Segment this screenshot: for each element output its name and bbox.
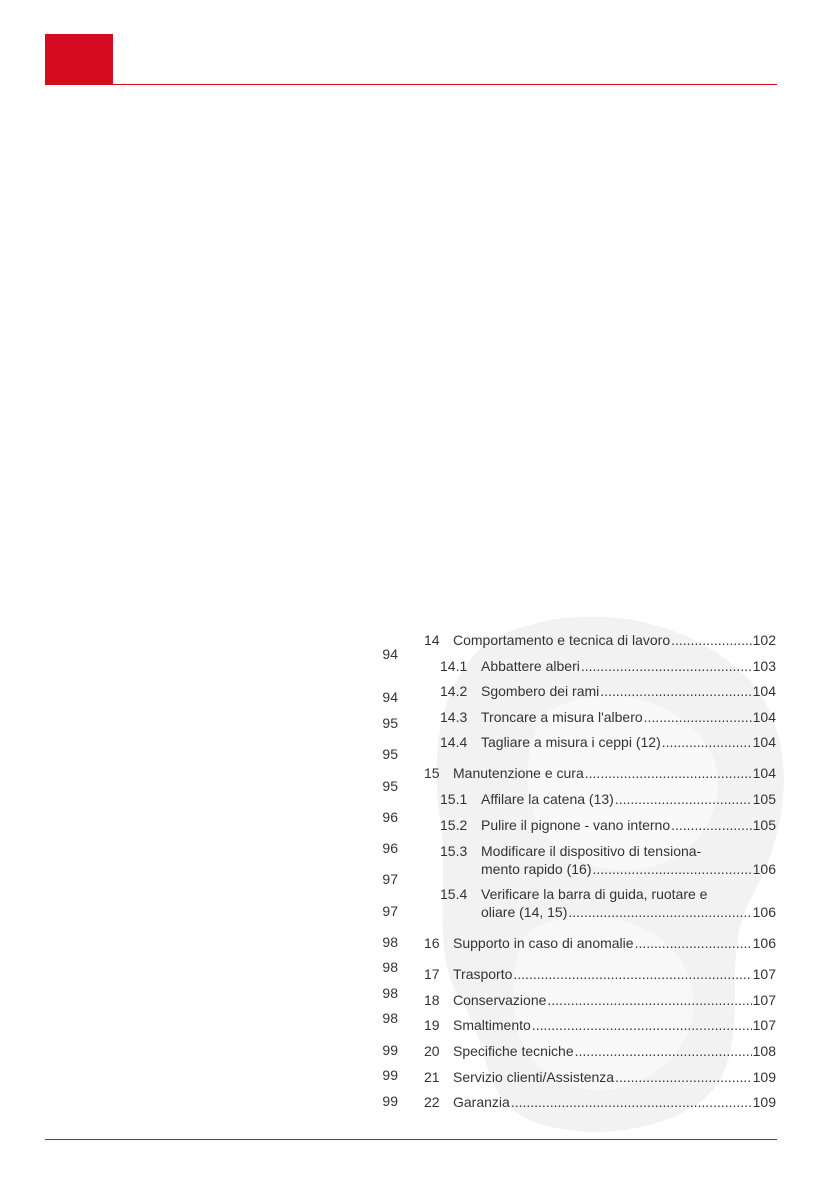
toc-dot-leader	[644, 709, 752, 725]
toc-entry-number: 16	[424, 935, 440, 951]
left-page-number: 99	[382, 1042, 398, 1058]
toc-dot-leader	[585, 765, 752, 781]
toc-entry[interactable]	[440, 861, 776, 877]
toc-dot-leader	[581, 658, 752, 674]
table-of-contents	[424, 0, 776, 1191]
toc-entry-title: Tagliare a misura i ceppi (12)	[481, 734, 661, 750]
toc-entry-page: 109	[752, 1094, 776, 1110]
toc-entry-number: 14.4	[440, 734, 468, 750]
toc-entry-page: 105	[752, 791, 776, 807]
toc-entry-title: Smaltimento	[453, 1017, 531, 1033]
toc-entry-title: Troncare a misura l'albero	[481, 709, 643, 725]
toc-entry[interactable]	[424, 765, 776, 781]
toc-entry-number: 14.1	[440, 658, 468, 674]
left-page-number: 96	[382, 809, 398, 825]
toc-entry[interactable]	[440, 683, 776, 699]
toc-entry[interactable]	[424, 632, 776, 648]
toc-dot-leader	[615, 1069, 752, 1085]
toc-entry-page: 104	[752, 709, 776, 725]
toc-entry-number: 21	[424, 1069, 440, 1085]
toc-entry[interactable]	[424, 966, 776, 982]
toc-dot-leader	[568, 904, 751, 920]
toc-entry-number: 14	[424, 632, 440, 648]
toc-entry-page: 106	[752, 935, 776, 951]
left-page-number: 99	[382, 1067, 398, 1083]
toc-entry-title: Trasporto	[453, 966, 513, 982]
left-page-number: 97	[382, 871, 398, 887]
left-page-number: 95	[382, 746, 398, 762]
chapter-tab-marker	[45, 34, 113, 85]
toc-entry-title: Supporto in caso di anomalie	[453, 935, 634, 951]
toc-entry-title: Abbattere alberi	[481, 658, 580, 674]
left-page-number: 95	[382, 715, 398, 731]
toc-entry[interactable]	[424, 1017, 776, 1033]
toc-entry-page: 103	[752, 658, 776, 674]
toc-entry[interactable]	[424, 992, 776, 1008]
toc-entry[interactable]	[424, 1094, 776, 1110]
toc-entry-title: mento rapido (16)	[481, 861, 592, 877]
toc-entry-number: 15.2	[440, 817, 468, 833]
toc-entry-number: 22	[424, 1094, 440, 1110]
toc-entry-number: 20	[424, 1043, 440, 1059]
toc-entry-number: 15	[424, 765, 440, 781]
left-page-number: 99	[382, 1093, 398, 1109]
toc-entry-title-line1: Modificare il dispositivo di tensiona-	[481, 843, 702, 859]
footer-rule	[45, 1139, 777, 1140]
toc-entry[interactable]	[440, 709, 776, 725]
left-page-number: 94	[382, 646, 398, 662]
toc-entry-number: 15.1	[440, 791, 468, 807]
toc-entry-title: Affilare la catena (13)	[481, 791, 614, 807]
left-page-number: 98	[382, 1010, 398, 1026]
toc-entry-line1[interactable]	[440, 843, 776, 859]
toc-entry[interactable]	[424, 1069, 776, 1085]
toc-dot-leader	[547, 992, 751, 1008]
toc-dot-leader	[615, 791, 752, 807]
toc-entry-page: 106	[752, 904, 776, 920]
toc-entry-title: oliare (14, 15)	[481, 904, 568, 920]
toc-entry-number: 18	[424, 992, 440, 1008]
toc-dot-leader	[635, 935, 752, 951]
left-page-number: 98	[382, 985, 398, 1001]
toc-entry-page: 104	[752, 765, 776, 781]
toc-entry-page: 102	[752, 632, 776, 648]
toc-dot-leader	[511, 1094, 752, 1110]
toc-entry-title: Manutenzione e cura	[453, 765, 584, 781]
toc-dot-leader	[671, 632, 752, 648]
toc-dot-leader	[575, 1043, 752, 1059]
toc-entry[interactable]	[424, 935, 776, 951]
toc-entry-page: 109	[752, 1069, 776, 1085]
toc-entry-number: 14.3	[440, 709, 468, 725]
toc-dot-leader	[600, 683, 751, 699]
left-page-number: 95	[382, 778, 398, 794]
toc-entry[interactable]	[440, 658, 776, 674]
toc-entry-page: 107	[752, 1017, 776, 1033]
left-column-page-numbers	[330, 0, 398, 1191]
toc-entry-title: Comportamento e tecnica di lavoro	[453, 632, 671, 648]
toc-entry-number: 19	[424, 1017, 440, 1033]
toc-entry[interactable]	[440, 904, 776, 920]
toc-dot-leader	[593, 861, 752, 877]
toc-entry-number: 15.4	[440, 886, 468, 902]
toc-entry-number: 17	[424, 966, 440, 982]
toc-entry-page: 107	[752, 992, 776, 1008]
toc-entry-title: Sgombero dei rami	[481, 683, 600, 699]
toc-entry[interactable]	[440, 817, 776, 833]
toc-entry-page: 108	[752, 1043, 776, 1059]
toc-entry-line1[interactable]	[440, 886, 776, 902]
toc-entry-title: Conservazione	[453, 992, 547, 1008]
toc-entry-title: Pulire il pignone - vano interno	[481, 817, 671, 833]
toc-entry-title: Servizio clienti/Assistenza	[453, 1069, 615, 1085]
toc-dot-leader	[671, 817, 752, 833]
left-page-number: 94	[382, 689, 398, 705]
toc-entry-number: 15.3	[440, 843, 468, 859]
left-page-number: 98	[382, 934, 398, 950]
toc-entry-page: 107	[752, 966, 776, 982]
toc-entry[interactable]	[424, 1043, 776, 1059]
toc-entry-page: 104	[752, 734, 776, 750]
toc-entry-title: Specifiche tecniche	[453, 1043, 574, 1059]
toc-dot-leader	[532, 1017, 752, 1033]
toc-dot-leader	[662, 734, 752, 750]
toc-entry-title-line1: Verificare la barra di guida, ruotare e	[481, 886, 708, 902]
left-page-number: 96	[382, 840, 398, 856]
toc-entry[interactable]	[440, 791, 776, 807]
toc-entry[interactable]	[440, 734, 776, 750]
toc-entry-title: Garanzia	[453, 1094, 510, 1110]
toc-entry-page: 106	[752, 861, 776, 877]
toc-entry-page: 105	[752, 817, 776, 833]
toc-entry-number: 14.2	[440, 683, 468, 699]
toc-entry-page: 104	[752, 683, 776, 699]
toc-dot-leader	[513, 966, 751, 982]
left-page-number: 97	[382, 903, 398, 919]
left-page-number: 98	[382, 959, 398, 975]
